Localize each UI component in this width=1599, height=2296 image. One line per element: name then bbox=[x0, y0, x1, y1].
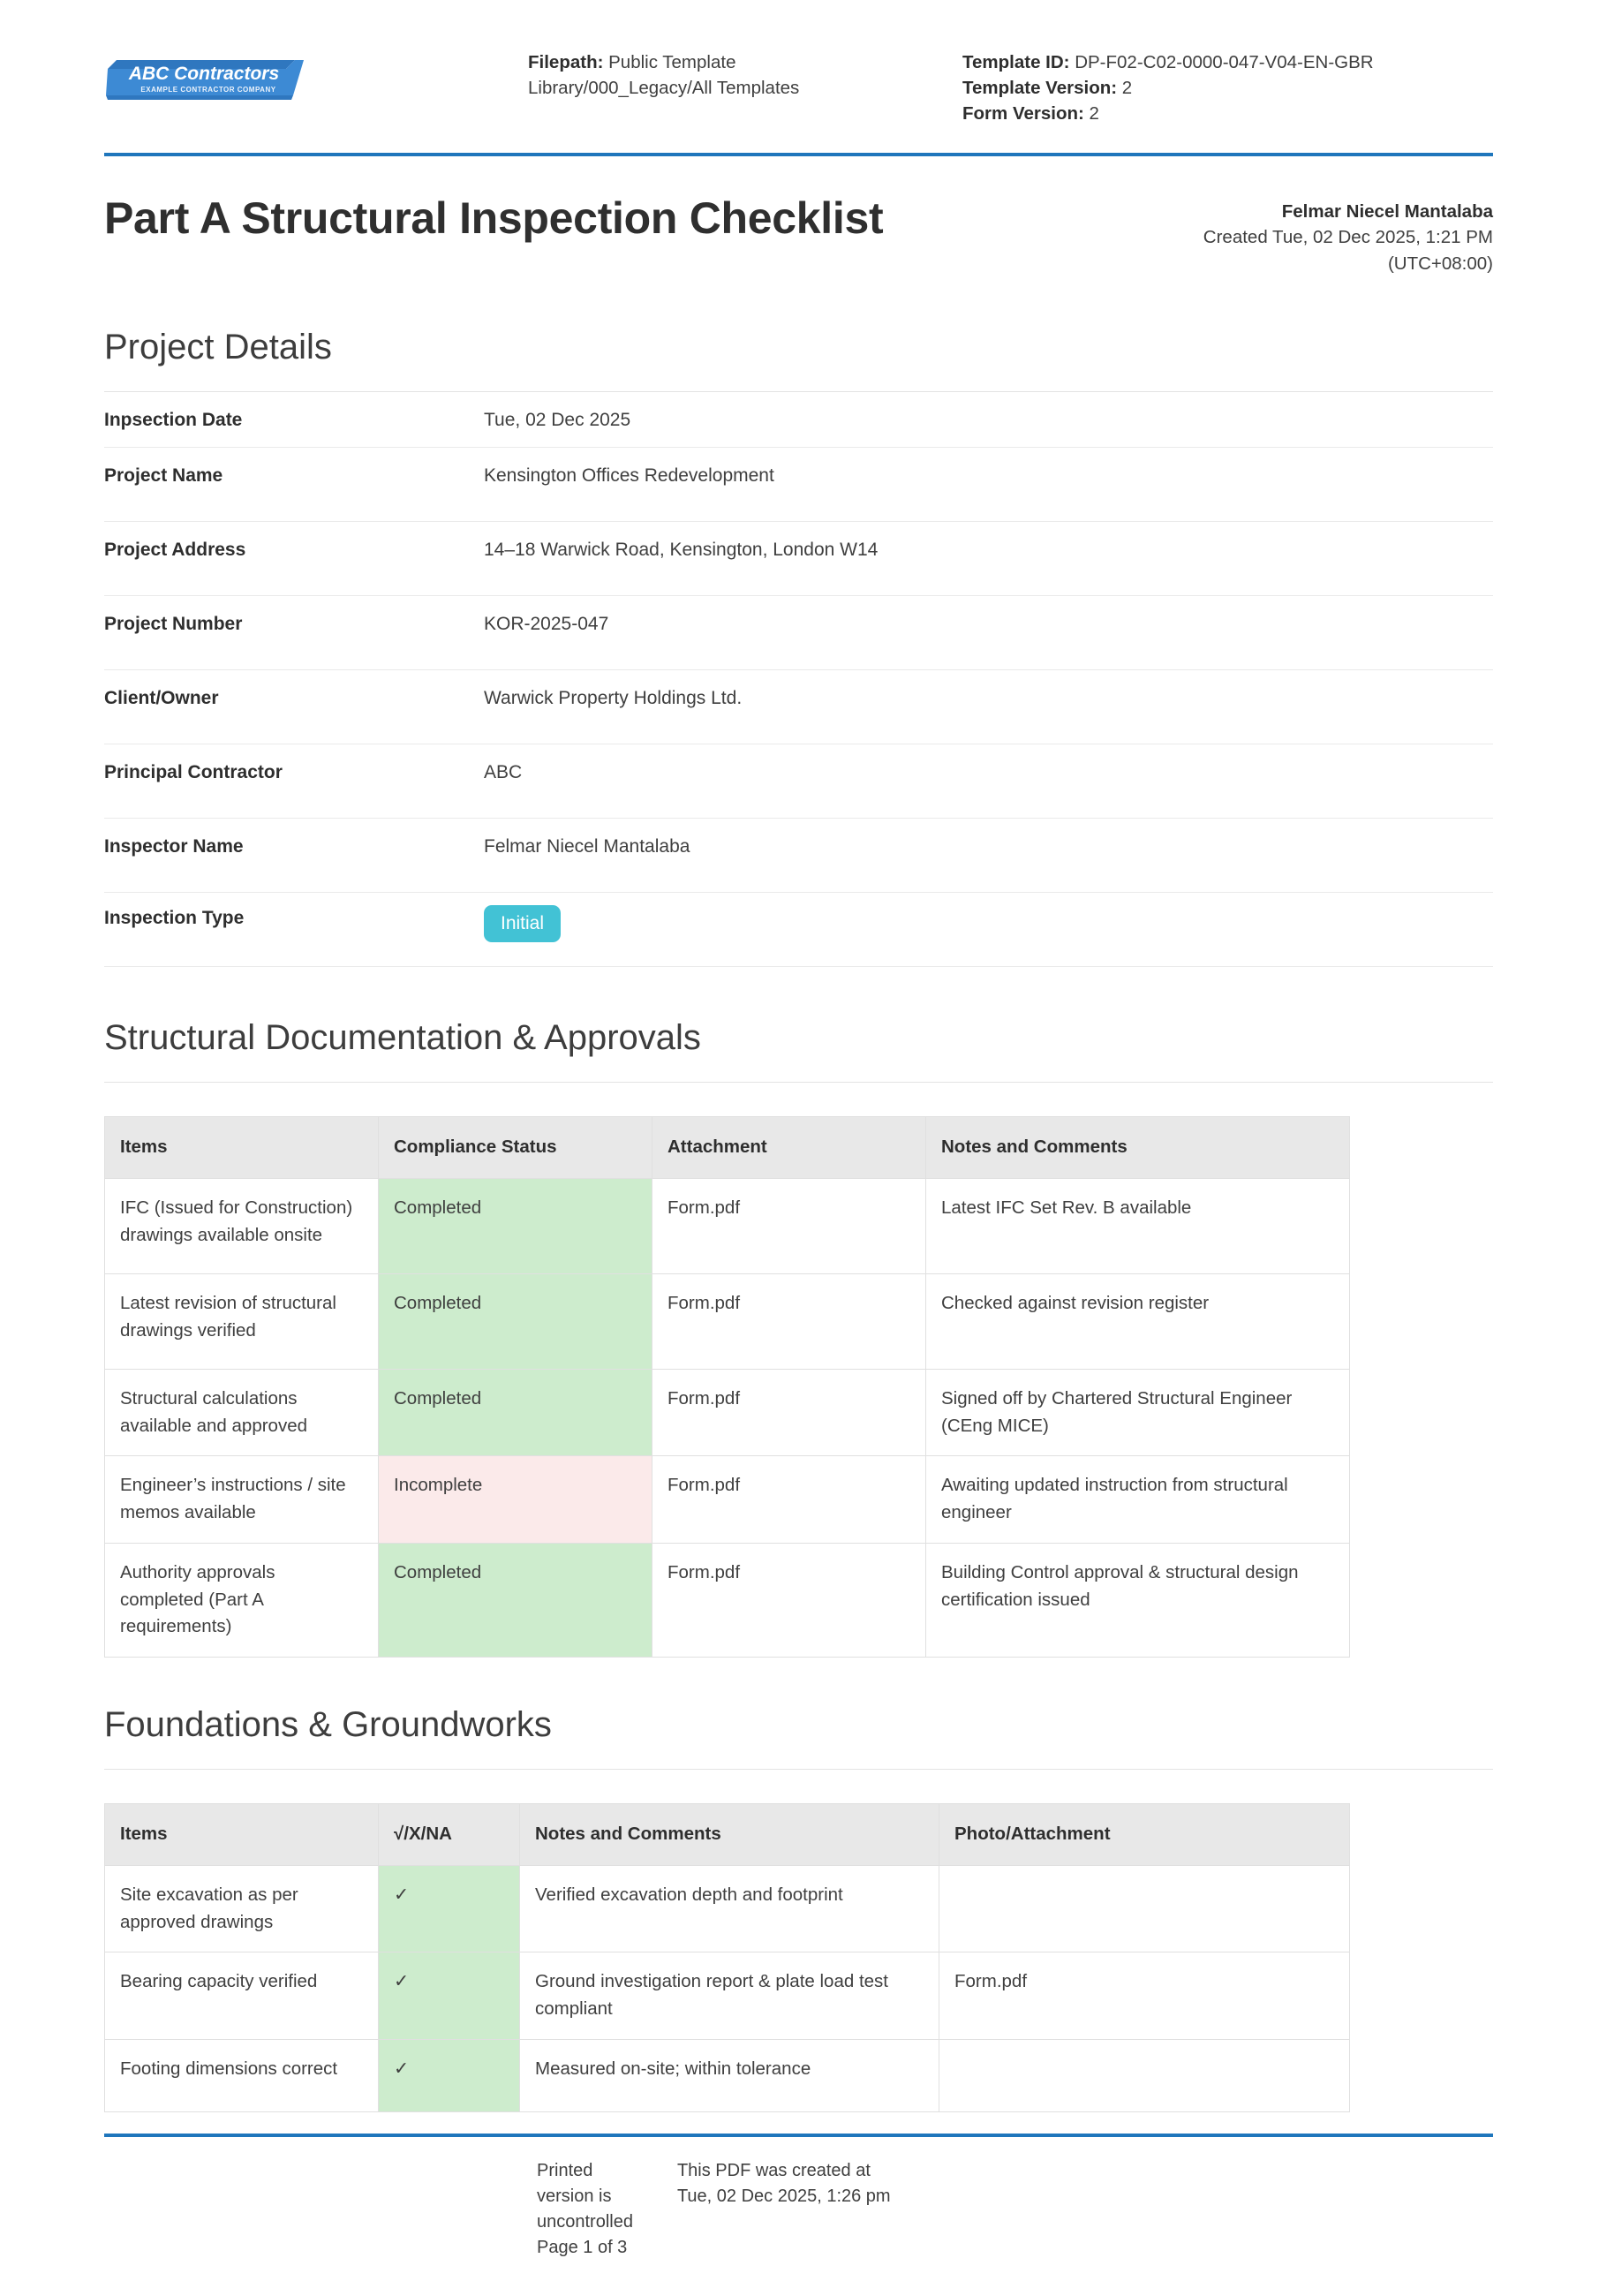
cell-notes: Measured on-site; within tolerance bbox=[520, 2039, 939, 2111]
cell-notes: Building Control approval & structural design certification issued bbox=[926, 1543, 1350, 1657]
filepath-block bbox=[528, 34, 908, 101]
detail-value-badge-wrap bbox=[484, 905, 1493, 942]
footer-created-value: Tue, 02 Dec 2025, 1:26 pm bbox=[676, 2186, 891, 2206]
cell-check-icon: ✓ bbox=[379, 1865, 520, 1952]
detail-label: Project Name bbox=[104, 465, 223, 487]
company-logo bbox=[104, 34, 528, 101]
section-heading-project-details: Project Details bbox=[104, 327, 332, 366]
table-row bbox=[105, 1952, 1350, 2040]
abc-contractors-logo-icon bbox=[104, 46, 305, 101]
cell-attachment[interactable] bbox=[939, 1865, 1350, 1952]
cell-status: Completed bbox=[379, 1543, 652, 1657]
template-id-line bbox=[962, 49, 1493, 75]
detail-row-inspection-date bbox=[104, 392, 1493, 448]
cell-notes: Awaiting updated instruction from structural engineer bbox=[926, 1456, 1350, 1544]
status-badge: Initial bbox=[484, 905, 561, 942]
cell-notes: Latest IFC Set Rev. B available bbox=[926, 1178, 1350, 1273]
detail-row-project-name bbox=[104, 448, 1493, 522]
template-version-value: 2 bbox=[1121, 78, 1133, 99]
cell-notes: Checked against revision register bbox=[926, 1273, 1350, 1369]
cell-attachment[interactable]: Form.pdf bbox=[652, 1273, 926, 1369]
cell-attachment[interactable]: Form.pdf bbox=[652, 1369, 926, 1456]
section-heading-structural-docs: Structural Documentation & Approvals bbox=[104, 1018, 701, 1058]
cell-item: Authority approvals completed (Part A requirements) bbox=[105, 1543, 379, 1657]
created-at: Created Tue, 02 Dec 2025, 1:21 PM bbox=[1203, 227, 1493, 248]
detail-row-inspection-type bbox=[104, 893, 1493, 967]
section-heading-foundations: Foundations & Groundworks bbox=[104, 1705, 552, 1745]
created-by-name: Felmar Niecel Mantalaba bbox=[1281, 201, 1493, 223]
detail-value: 14–18 Warwick Road, Kensington, London W14 bbox=[484, 540, 879, 561]
cell-item: IFC (Issued for Construction) drawings available onsite bbox=[105, 1178, 379, 1273]
col-header-items: Items bbox=[105, 1804, 379, 1866]
cell-notes: Ground investigation report & plate load test compliant bbox=[520, 1952, 939, 2040]
table-row bbox=[105, 1456, 1350, 1544]
detail-value: Tue, 02 Dec 2025 bbox=[484, 409, 631, 430]
title-row bbox=[0, 156, 1599, 276]
cell-item: Structural calculations available and approved bbox=[105, 1369, 379, 1456]
created-timezone: (UTC+08:00) bbox=[1387, 253, 1493, 274]
detail-value: Warwick Property Holdings Ltd. bbox=[484, 688, 743, 709]
cell-item: Site excavation as per approved drawings bbox=[105, 1865, 379, 1952]
col-header-notes: Notes and Comments bbox=[926, 1117, 1350, 1179]
filepath-value: Public Template Library/000_Legacy/All Templates bbox=[528, 52, 800, 99]
footer-created-label: This PDF was created at bbox=[676, 2160, 871, 2180]
template-id-label: Template ID: bbox=[962, 52, 1070, 72]
created-info bbox=[1203, 193, 1493, 276]
detail-label: Client/Owner bbox=[104, 688, 219, 709]
cell-attachment[interactable]: Form.pdf bbox=[652, 1178, 926, 1273]
footer-page-number: Page 1 of 3 bbox=[537, 2237, 628, 2257]
detail-label: Project Address bbox=[104, 540, 246, 561]
cell-status: Completed bbox=[379, 1178, 652, 1273]
detail-row-principal-contractor bbox=[104, 744, 1493, 819]
col-header-notes: Notes and Comments bbox=[520, 1804, 939, 1866]
table-row bbox=[105, 1543, 1350, 1657]
cell-attachment[interactable]: Form.pdf bbox=[939, 1952, 1350, 2040]
cell-item: Bearing capacity verified bbox=[105, 1952, 379, 2040]
col-header-items: Items bbox=[105, 1117, 379, 1179]
filepath-label: Filepath: bbox=[528, 52, 604, 72]
detail-value: ABC bbox=[484, 762, 523, 783]
cell-item: Latest revision of structural drawings verified bbox=[105, 1273, 379, 1369]
form-version-line bbox=[962, 101, 1493, 126]
table-row bbox=[105, 2039, 1350, 2111]
cell-status: Completed bbox=[379, 1273, 652, 1369]
detail-row-inspector-name bbox=[104, 819, 1493, 893]
detail-label: Principal Contractor bbox=[104, 762, 283, 783]
template-meta-block bbox=[908, 34, 1493, 126]
project-details-list bbox=[104, 392, 1493, 967]
cell-attachment[interactable]: Form.pdf bbox=[652, 1543, 926, 1657]
detail-label: Inspector Name bbox=[104, 836, 244, 857]
svg-text:ABC Contractors: ABC Contractors bbox=[128, 64, 280, 84]
detail-value: Kensington Offices Redevelopment bbox=[484, 465, 774, 487]
table-header-row bbox=[105, 1117, 1350, 1179]
col-header-attachment: Attachment bbox=[652, 1117, 926, 1179]
cell-notes: Verified excavation depth and footprint bbox=[520, 1865, 939, 1952]
cell-status: Incomplete bbox=[379, 1456, 652, 1544]
detail-label: Project Number bbox=[104, 614, 243, 635]
document-header bbox=[0, 0, 1599, 126]
detail-row-project-address bbox=[104, 522, 1493, 596]
section-divider bbox=[104, 1082, 1493, 1083]
section-divider bbox=[104, 1769, 1493, 1770]
structural-docs-table bbox=[104, 1116, 1350, 1658]
table-header-row bbox=[105, 1804, 1350, 1866]
foundations-table bbox=[104, 1803, 1350, 2112]
table-row bbox=[105, 1865, 1350, 1952]
footer-left-block bbox=[104, 2158, 633, 2261]
detail-label: Inspection Type bbox=[104, 908, 245, 929]
footer-right-block bbox=[633, 2158, 1493, 2261]
table-row bbox=[105, 1178, 1350, 1273]
cell-status: Completed bbox=[379, 1369, 652, 1456]
col-header-compliance-status: Compliance Status bbox=[379, 1117, 652, 1179]
template-version-label: Template Version: bbox=[962, 78, 1118, 99]
detail-row-project-number bbox=[104, 596, 1493, 670]
cell-notes: Signed off by Chartered Structural Engineer (CEng MICE) bbox=[926, 1369, 1350, 1456]
detail-label: Inpsection Date bbox=[104, 409, 243, 430]
table-row bbox=[105, 1369, 1350, 1456]
svg-text:EXAMPLE CONTRACTOR COMPANY: EXAMPLE CONTRACTOR COMPANY bbox=[140, 86, 276, 94]
layout-spacer bbox=[0, 2112, 1599, 2134]
table-row bbox=[105, 1273, 1350, 1369]
document-footer bbox=[0, 2137, 1599, 2296]
form-version-label: Form Version: bbox=[962, 103, 1084, 125]
cell-check-icon: ✓ bbox=[379, 2039, 520, 2111]
template-id-value: DP-F02-C02-0000-047-V04-EN-GBR bbox=[1075, 52, 1374, 72]
detail-value: KOR-2025-047 bbox=[484, 614, 609, 635]
template-version-line bbox=[962, 75, 1493, 101]
col-header-photo-attachment: Photo/Attachment bbox=[939, 1804, 1350, 1866]
cell-check-icon: ✓ bbox=[379, 1952, 520, 2040]
foundations-table-wrap bbox=[104, 1803, 1493, 2112]
detail-value: Felmar Niecel Mantalaba bbox=[484, 836, 690, 857]
cell-item: Engineer’s instructions / site memos available bbox=[105, 1456, 379, 1544]
page-title: Part A Structural Inspection Checklist bbox=[104, 193, 884, 244]
form-version-value: 2 bbox=[1089, 103, 1099, 125]
col-header-check-mark: √/X/NA bbox=[379, 1804, 520, 1866]
cell-attachment[interactable] bbox=[939, 2039, 1350, 2111]
detail-row-client-owner bbox=[104, 670, 1493, 744]
structural-docs-table-wrap bbox=[104, 1116, 1493, 1658]
cell-item: Footing dimensions correct bbox=[105, 2039, 379, 2111]
cell-attachment[interactable]: Form.pdf bbox=[652, 1456, 926, 1544]
footer-uncontrolled-note: Printed version is uncontrolled bbox=[537, 2160, 633, 2232]
